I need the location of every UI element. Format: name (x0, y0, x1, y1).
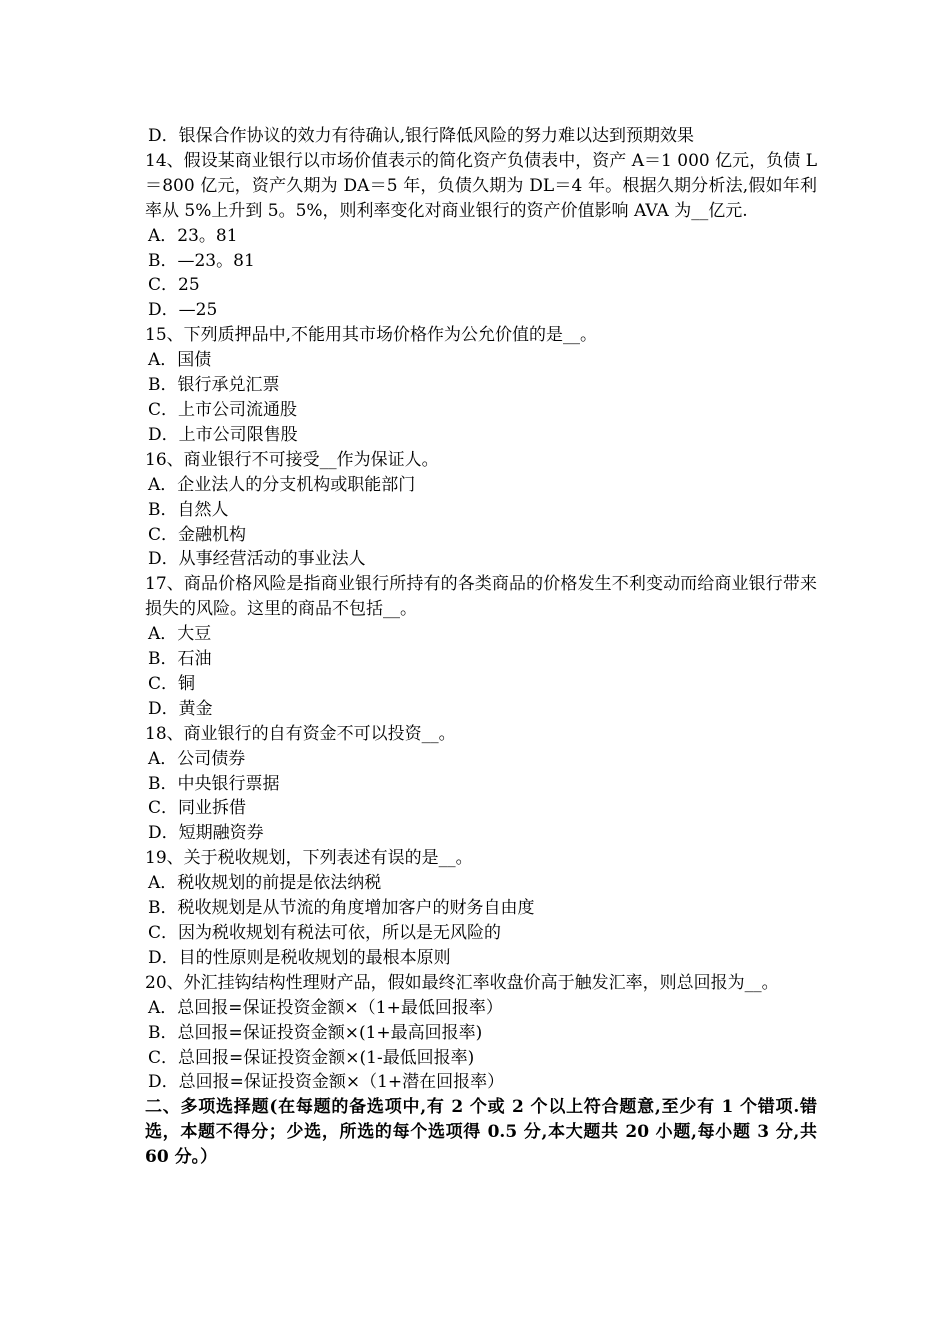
q20-text: 20、外汇挂钩结构性理财产品，假如最终汇率收盘价高于触发汇率，则总回报为__。 (145, 972, 779, 993)
q19-option-a: A．税收规划的前提是依法纳税 (148, 873, 382, 894)
q18-option-a: A．公司债券 (148, 748, 246, 769)
section-heading-multiple-choice: 二、多项选择题(在每题的备选项中,有 2 个或 2 个以上符合题意,至少有 1 个错项.错选，本题不得分；少选，所选的每个选项得 0.5 分,本大题共 20 小题,每小题 3 分,共 60 分。） (145, 1097, 817, 1168)
q20-option-c: C．总回报=保证投资金额×(1-最低回报率) (148, 1047, 475, 1068)
q18-option-d: D．短期融资券 (148, 823, 264, 844)
q17-option-a: A．大豆 (148, 624, 212, 645)
q14-option-b: B．—23。81 (148, 250, 255, 271)
q19-option-b: B．税收规划是从节流的角度增加客户的财务自由度 (148, 898, 535, 919)
q18-text: 18、商业银行的自有资金不可以投资__。 (145, 723, 456, 744)
q15-option-c: C．上市公司流通股 (148, 399, 298, 420)
q15-option-b: B．银行承兑汇票 (148, 375, 280, 396)
q17-text: 17、商品价格风险是指商业银行所持有的各类商品的价格发生不利变动而给商业银行带来损失的风险。这里的商品不包括__。 (145, 574, 817, 620)
q14-option-d: D．—25 (148, 300, 218, 321)
q19-option-c: C．因为税收规划有税法可依，所以是无风险的 (148, 923, 502, 943)
q13-option-d: D．银保合作协议的效力有待确认,银行降低风险的努力难以达到预期效果 (148, 126, 695, 146)
q16-option-a: A．企业法人的分支机构或职能部门 (148, 474, 416, 495)
q14-text: 14、假设某商业银行以市场价值表示的简化资产负债表中，资产 A＝1 000 亿元，负债 L＝800 亿元，资产久期为 DA＝5 年，负债久期为 DL＝4 年。根据久期分析法,假如年利率从 5%上升到 5。5%，则利率变化对商业银行的资产价值影响 AVA 为__亿元. (145, 150, 817, 221)
q14-option-a: A．23。81 (148, 225, 238, 246)
q15-option-a: A．国债 (148, 350, 212, 371)
q16-option-b: B．自然人 (148, 499, 229, 520)
q20-option-b: B．总回报=保证投资金额×(1+最高回报率) (148, 1022, 483, 1043)
q16-option-d: D．从事经营活动的事业法人 (148, 549, 366, 570)
q16-text: 16、商业银行不可接受__作为保证人。 (145, 449, 439, 470)
q20-option-d: D．总回报=保证投资金额×（1+潜在回报率） (148, 1072, 505, 1093)
document-page (145, 124, 817, 1170)
q15-text: 15、下列质押品中,不能用其市场价格作为公允价值的是__。 (145, 325, 598, 346)
q17-option-c: C．铜 (148, 673, 196, 694)
q20-option-a: A．总回报=保证投资金额×（1+最低回报率） (148, 997, 503, 1018)
q19-option-d: D．目的性原则是税收规划的最根本原则 (148, 947, 451, 968)
q17-option-d: D．黄金 (148, 698, 213, 719)
q18-option-b: B．中央银行票据 (148, 773, 280, 794)
q17-option-b: B．石油 (148, 649, 212, 670)
q18-option-c: C．同业拆借 (148, 798, 247, 819)
q14-option-c: C．25 (148, 275, 200, 296)
q19-text: 19、关于税收规划，下列表述有误的是__。 (145, 848, 473, 869)
q16-option-c: C．金融机构 (148, 524, 247, 545)
q15-option-d: D．上市公司限售股 (148, 424, 298, 445)
